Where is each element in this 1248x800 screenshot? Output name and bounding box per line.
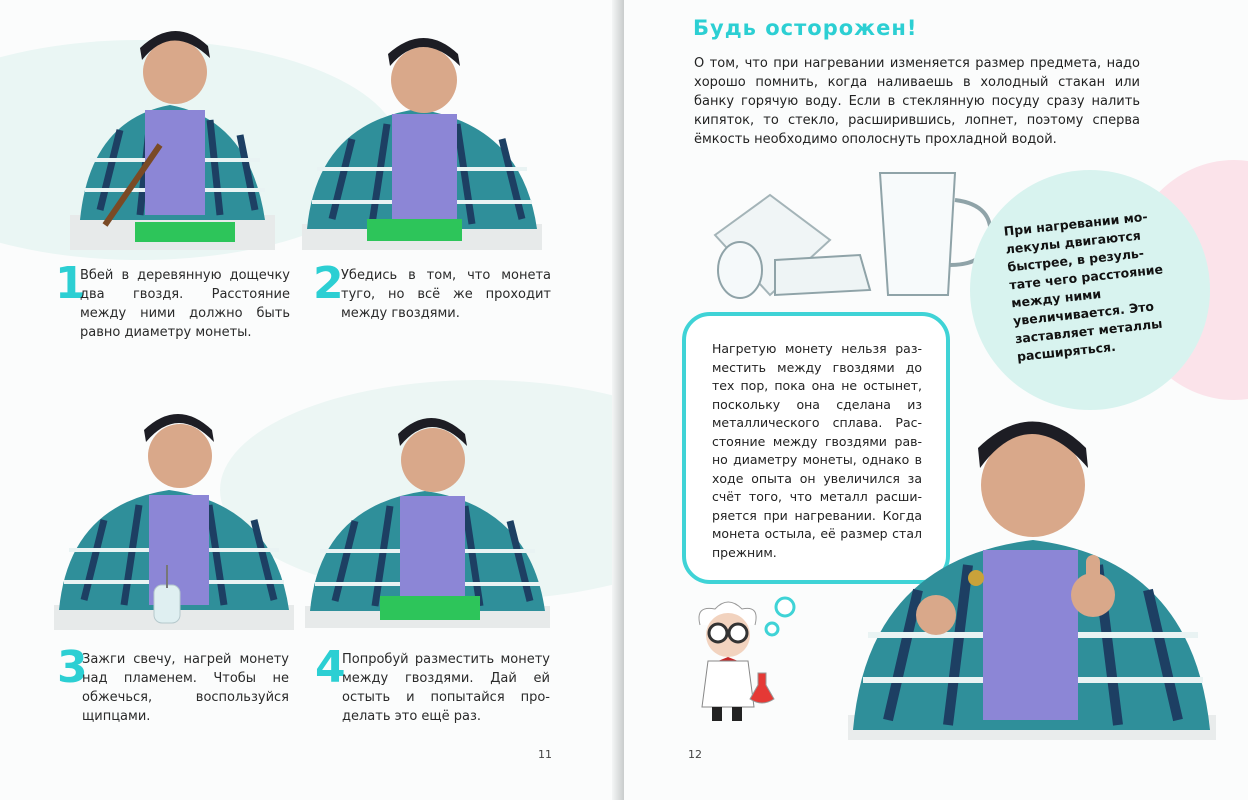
page-number-right: 12 xyxy=(688,748,702,761)
fact-bubble xyxy=(970,170,1210,410)
step-2-text: Убедись в том, что монета туго, но всё же проходит между гвоздями. xyxy=(341,268,551,321)
step-4-number: 4 xyxy=(315,642,346,693)
step-4-text: Попробуй разместить монету между гвоздями. Дай ей остыть и попытайся проделать это ещё раз. xyxy=(342,652,550,724)
intro-paragraph: О том, что при нагревании изменяется размер предмета, надо хорошо помнить, когда наливаешь в холодный стакан или банку горячую воду. Если в стеклянную посуду сразу налить кипяток, то стекло, расширившись, лопнет, поэтому сперва ёмкость необходимо ополоснуть прохладной водой. xyxy=(694,56,1140,147)
step-1-text: Вбей в деревянную дощечку два гвоздя. Расстояние между ними должно быть равно диаметру монеты. xyxy=(80,268,290,340)
step-3-text: Зажги свечу, нагрей монету над пламенем. Чтобы не обжечься, воспользуйся щипцами. xyxy=(82,652,289,724)
explanation-text: Нагретую монету нельзя разместить между гвоздями до тех пор, пока она не остынет, поскольку она сделана из металлического сплава. Расстояние между гвоздями равно диаметру монеты, однако в ходе опыта он увеличился за счёт того, что металл расширяется при нагревании. Когда монета остыла, её размер стал прежним. xyxy=(712,341,922,560)
step-4-photo xyxy=(305,396,550,628)
fact-bubble-text: При нагревании молекулы двигаются быстрее, в результате чего расстояние между ними увеличивается. Это заставляет металлы расширяться. xyxy=(1003,208,1164,365)
step-1-number: 1 xyxy=(55,258,86,309)
step-3-photo xyxy=(54,390,294,630)
scientist-mascot xyxy=(680,595,820,725)
step-2-photo xyxy=(302,14,542,250)
step-2-number: 2 xyxy=(313,258,344,309)
left-page xyxy=(0,0,620,800)
page-number-left: 11 xyxy=(538,748,552,761)
glassware-illustration xyxy=(700,165,1000,305)
page-title: Будь осторожен! xyxy=(693,16,918,40)
step-3-number: 3 xyxy=(57,642,88,693)
boy-with-coin-photo xyxy=(848,390,1216,740)
step-1-photo xyxy=(60,10,280,250)
